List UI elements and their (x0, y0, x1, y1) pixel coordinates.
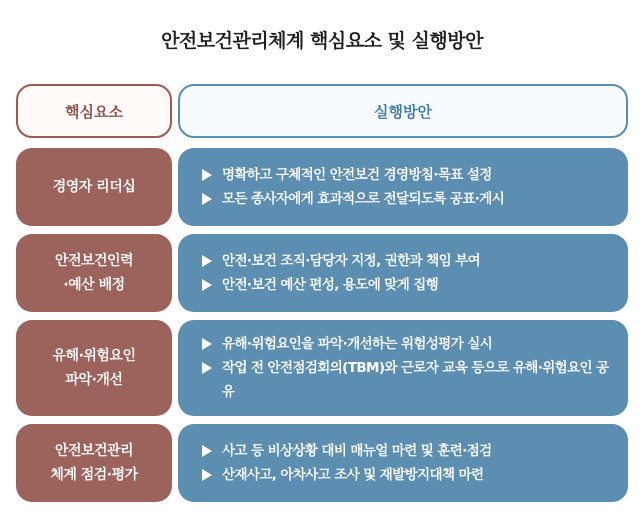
action-item: 모든 종사자에게 효과적으로 전달되도록 공표·게시 (202, 187, 616, 211)
triangle-bullet-icon (202, 279, 212, 291)
diagram-title: 안전보건관리체계 핵심요소 및 실행방안 (161, 30, 483, 52)
action-item: 안전·보건 조직·담당자 지정, 권한과 책임 부여 (202, 249, 616, 273)
action-plan-inspection (178, 424, 628, 502)
action-item: 작업 전 안전점검회의(TBM)와 근로자 교육 등으로 유해·위험요인 공유 (202, 356, 616, 404)
core-element-hazard (16, 320, 172, 416)
action-item: 산재사고, 아차사고 조사 및 재발방지대책 마련 (202, 463, 616, 487)
action-plan-leadership (178, 148, 628, 226)
action-item: 사고 등 비상상황 대비 매뉴얼 마련 및 훈련·점검 (202, 439, 616, 463)
triangle-bullet-icon (202, 255, 212, 267)
triangle-bullet-icon (202, 445, 212, 457)
triangle-bullet-icon (202, 169, 212, 181)
action-plan-staff-budget (178, 234, 628, 312)
core-element-leadership (16, 148, 172, 226)
triangle-bullet-icon (202, 193, 212, 205)
triangle-bullet-icon (202, 338, 212, 350)
header-action-plans-label: 실행방안 (374, 102, 432, 121)
triangle-bullet-icon (202, 362, 212, 374)
action-plan-hazard (178, 320, 628, 416)
core-element-line: 유해·위험요인 (52, 348, 136, 364)
core-element-line: 체계 점검·평가 (50, 467, 138, 483)
header-core-elements-label: 핵심요소 (65, 102, 123, 121)
header-core-elements (16, 84, 172, 138)
triangle-bullet-icon (202, 469, 212, 481)
core-element-line: 경영자 리더십 (52, 179, 136, 195)
core-element-line: 파악·개선 (65, 372, 123, 388)
action-item: 유해·위험요인을 파악·개선하는 위험성평가 실시 (202, 332, 616, 356)
core-element-line: 안전보건관리 (54, 443, 134, 459)
action-item: 명확하고 구체적인 안전보건 경영방침·목표 설정 (202, 163, 616, 187)
action-item: 안전·보건 예산 편성, 용도에 맞게 집행 (202, 273, 616, 297)
core-element-inspection (16, 424, 172, 502)
core-element-line: ·예산 배정 (63, 277, 125, 293)
header-action-plans (178, 84, 628, 138)
core-element-line: 안전보건인력 (54, 253, 134, 269)
core-element-staff-budget (16, 234, 172, 312)
